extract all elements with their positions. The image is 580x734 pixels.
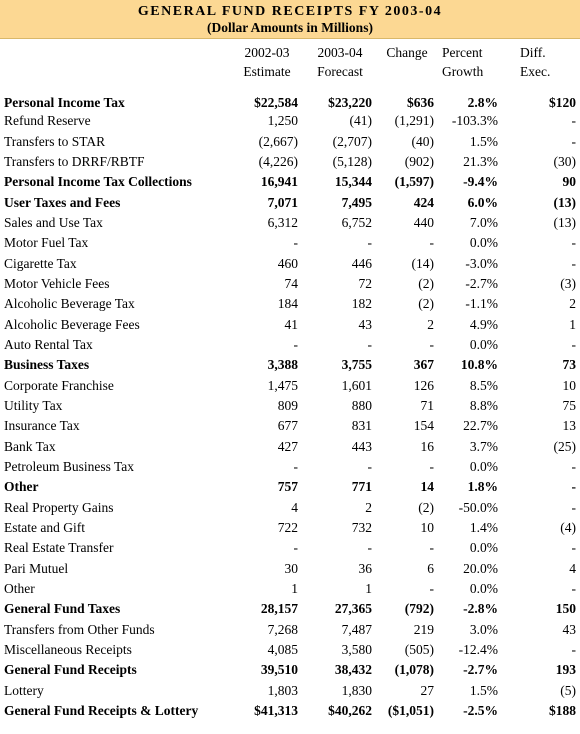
growth-cell: 3.0% <box>469 621 498 637</box>
change-cell: 14 <box>420 479 434 495</box>
change-cell: 16 <box>420 438 434 454</box>
change-cell: (505) <box>404 642 434 658</box>
change-cell: 367 <box>413 357 434 373</box>
diff-cell: - <box>571 642 576 658</box>
growth-cell: 20.0% <box>463 560 498 576</box>
growth-cell: 6.0% <box>467 194 498 210</box>
change-cell: (902) <box>404 153 434 169</box>
forecast-cell: 443 <box>351 438 372 454</box>
growth-cell: 21.3% <box>463 153 498 169</box>
row-label: Real Property Gains <box>4 499 114 515</box>
table-row <box>0 314 580 334</box>
row-label: Personal Income Tax <box>4 95 125 110</box>
title-band <box>0 0 580 39</box>
table-row <box>0 396 580 416</box>
estimate-cell: 184 <box>277 296 298 312</box>
growth-cell: 0.0% <box>469 459 498 475</box>
row-label: Personal Income Tax Collections <box>4 174 192 190</box>
table-row <box>0 538 580 558</box>
table-row <box>0 192 580 212</box>
table-row <box>0 437 580 457</box>
row-label: Corporate Franchise <box>4 377 114 393</box>
estimate-cell: 74 <box>284 275 298 291</box>
diff-cell: 150 <box>555 601 576 617</box>
change-cell: (1,291) <box>394 113 434 129</box>
diff-cell: - <box>571 133 576 149</box>
table-row <box>0 701 580 721</box>
receipts-table <box>0 39 580 721</box>
forecast-cell: 7,495 <box>341 194 372 210</box>
estimate-cell: 39,510 <box>260 662 298 678</box>
row-label: Utility Tax <box>4 397 63 413</box>
forecast-cell: 72 <box>358 275 372 291</box>
change-cell: (2) <box>418 296 434 312</box>
header-blank <box>0 62 232 85</box>
diff-cell: 13 <box>562 418 576 434</box>
diff-cell: - <box>571 479 576 495</box>
growth-cell: -1.1% <box>465 296 498 312</box>
diff-cell: 43 <box>562 621 576 637</box>
change-cell: (1,597) <box>394 174 434 190</box>
forecast-cell: 36 <box>358 560 372 576</box>
row-label: Business Taxes <box>4 357 90 373</box>
growth-cell: 22.7% <box>463 418 498 434</box>
growth-cell: 0.0% <box>469 336 498 352</box>
forecast-cell: - <box>367 235 372 251</box>
diff-cell: - <box>571 255 576 271</box>
diff-cell: 2 <box>569 296 576 312</box>
row-label: Auto Rental Tax <box>4 336 93 352</box>
diff-cell: (13) <box>553 194 576 210</box>
row-label: Bank Tax <box>4 438 56 454</box>
table-row <box>0 233 580 253</box>
growth-cell: -2.7% <box>463 662 498 678</box>
diff-cell: - <box>571 581 576 597</box>
change-cell: 10 <box>420 520 434 536</box>
growth-cell: -103.3% <box>451 113 498 129</box>
document-title: GENERAL FUND RECEIPTS FY 2003-04 <box>137 4 443 19</box>
estimate-cell: 809 <box>277 397 298 413</box>
forecast-cell: - <box>367 540 372 556</box>
header-exec: Exec. <box>520 64 551 79</box>
document-subtitle: (Dollar Amounts in Millions) <box>207 20 373 35</box>
diff-cell: (5) <box>560 682 576 698</box>
estimate-cell: 677 <box>277 418 298 434</box>
header-change-sub <box>378 62 436 85</box>
growth-cell: 1.5% <box>469 133 498 149</box>
table-row <box>0 457 580 477</box>
growth-cell: -12.4% <box>458 642 498 658</box>
forecast-cell: 1,830 <box>341 682 372 698</box>
diff-cell: - <box>571 540 576 556</box>
diff-cell: (13) <box>553 214 576 230</box>
estimate-cell: 757 <box>277 479 298 495</box>
change-cell: $636 <box>407 95 434 110</box>
forecast-cell: 7,487 <box>341 621 372 637</box>
change-cell: 219 <box>413 621 434 637</box>
diff-cell: - <box>571 336 576 352</box>
forecast-cell: 831 <box>351 418 372 434</box>
change-cell: 6 <box>427 560 434 576</box>
change-cell: 2 <box>427 316 434 332</box>
estimate-cell: 460 <box>277 255 298 271</box>
row-label: Refund Reserve <box>4 113 91 129</box>
growth-cell: 2.8% <box>467 95 498 110</box>
forecast-cell: 880 <box>351 397 372 413</box>
row-label: Lottery <box>4 682 44 698</box>
row-label: General Fund Receipts & Lottery <box>4 703 199 719</box>
table-row <box>0 172 580 192</box>
growth-cell: 0.0% <box>469 235 498 251</box>
forecast-cell: 1,601 <box>341 377 372 393</box>
row-label: Estate and Gift <box>4 520 85 536</box>
forecast-cell: 43 <box>358 316 372 332</box>
growth-cell: 8.8% <box>469 397 498 413</box>
forecast-cell: 3,580 <box>341 642 372 658</box>
row-label: Alcoholic Beverage Fees <box>4 316 140 332</box>
table-body <box>0 85 580 721</box>
forecast-cell: 182 <box>351 296 372 312</box>
growth-cell: 1.5% <box>469 682 498 698</box>
header-percent: Percent <box>442 45 483 60</box>
estimate-cell: 4,085 <box>267 642 298 658</box>
change-cell: 154 <box>413 418 434 434</box>
growth-cell: 7.0% <box>469 214 498 230</box>
change-cell: - <box>429 540 434 556</box>
row-label: Transfers to STAR <box>4 133 106 149</box>
row-label: Other <box>4 581 35 597</box>
estimate-cell: 4 <box>291 499 298 515</box>
estimate-cell: 30 <box>284 560 298 576</box>
row-label: Cigarette Tax <box>4 255 77 271</box>
estimate-cell: 41 <box>284 316 298 332</box>
estimate-cell: 28,157 <box>260 601 298 617</box>
table-row <box>0 620 580 640</box>
growth-cell: -9.4% <box>463 174 498 190</box>
estimate-cell: 1,475 <box>267 377 298 393</box>
diff-cell: 10 <box>562 377 576 393</box>
change-cell: - <box>429 581 434 597</box>
change-cell: (40) <box>411 133 434 149</box>
header-forecast-year: 2003-04 <box>317 45 363 60</box>
diff-cell: $188 <box>549 703 576 719</box>
diff-cell: (25) <box>553 438 576 454</box>
change-cell: (792) <box>404 601 434 617</box>
estimate-cell: - <box>293 235 298 251</box>
row-label: Motor Fuel Tax <box>4 235 89 251</box>
header-forecast: Forecast <box>317 64 363 79</box>
estimate-cell: 7,268 <box>267 621 298 637</box>
table-row <box>0 152 580 172</box>
header-growth: Growth <box>442 64 484 79</box>
growth-cell: 10.8% <box>460 357 498 373</box>
header-diff: Diff. <box>520 45 546 60</box>
row-label: Other <box>4 479 39 495</box>
growth-cell: -2.5% <box>463 703 498 719</box>
table-row <box>0 85 580 111</box>
change-cell: - <box>429 336 434 352</box>
row-label: Alcoholic Beverage Tax <box>4 296 135 312</box>
estimate-cell: - <box>293 336 298 352</box>
forecast-cell: 6,752 <box>341 214 372 230</box>
growth-cell: -2.7% <box>465 275 498 291</box>
estimate-cell: (2,667) <box>258 133 298 149</box>
forecast-cell: 38,432 <box>334 662 372 678</box>
table-row <box>0 335 580 355</box>
row-label: Transfers to DRRF/RBTF <box>4 153 145 169</box>
row-label: General Fund Taxes <box>4 601 121 617</box>
change-cell: (1,078) <box>394 662 434 678</box>
table-row <box>0 375 580 395</box>
change-cell: - <box>429 235 434 251</box>
forecast-cell: 15,344 <box>334 174 372 190</box>
growth-cell: 8.5% <box>469 377 498 393</box>
diff-cell: 1 <box>569 316 576 332</box>
row-label: Transfers from Other Funds <box>4 621 155 637</box>
growth-cell: -2.8% <box>463 601 498 617</box>
table-row <box>0 477 580 497</box>
table-row <box>0 660 580 680</box>
diff-cell: (4) <box>560 520 576 536</box>
table-row <box>0 640 580 660</box>
table-row <box>0 131 580 151</box>
table-row <box>0 518 580 538</box>
table-row <box>0 681 580 701</box>
estimate-cell: (4,226) <box>258 153 298 169</box>
table-row <box>0 355 580 375</box>
forecast-cell: 27,365 <box>334 601 372 617</box>
change-cell: 424 <box>413 194 434 210</box>
diff-cell: 75 <box>562 397 576 413</box>
forecast-cell: - <box>367 459 372 475</box>
change-cell: 440 <box>413 214 434 230</box>
forecast-cell: (41) <box>349 113 372 129</box>
growth-cell: 3.7% <box>469 438 498 454</box>
growth-cell: -50.0% <box>458 499 498 515</box>
change-cell: (2) <box>418 499 434 515</box>
estimate-cell: $41,313 <box>254 703 298 719</box>
diff-cell: 73 <box>562 357 576 373</box>
estimate-cell: $22,584 <box>254 95 298 110</box>
change-cell: (2) <box>418 275 434 291</box>
estimate-cell: 16,941 <box>260 174 298 190</box>
row-label: Petroleum Business Tax <box>4 459 135 475</box>
change-cell: 71 <box>420 397 434 413</box>
forecast-cell: (2,707) <box>332 133 372 149</box>
forecast-cell: 1 <box>365 581 372 597</box>
row-label: General Fund Receipts <box>4 662 137 678</box>
growth-cell: -3.0% <box>465 255 498 271</box>
row-label: Sales and Use Tax <box>4 214 103 230</box>
change-cell: - <box>429 459 434 475</box>
estimate-cell: 6,312 <box>267 214 298 230</box>
table-row <box>0 274 580 294</box>
change-cell: 27 <box>420 682 434 698</box>
header-estimate: Estimate <box>243 64 291 79</box>
forecast-cell: $23,220 <box>328 95 372 110</box>
change-cell: 126 <box>413 377 434 393</box>
diff-cell: - <box>571 499 576 515</box>
table-row <box>0 416 580 436</box>
table-row <box>0 498 580 518</box>
estimate-cell: 1,250 <box>267 113 298 129</box>
diff-cell: 4 <box>569 560 576 576</box>
table-row <box>0 559 580 579</box>
estimate-cell: 1 <box>291 581 298 597</box>
row-label: Real Estate Transfer <box>4 540 114 556</box>
diff-cell: - <box>571 235 576 251</box>
row-label: Motor Vehicle Fees <box>4 275 110 291</box>
forecast-cell: - <box>367 336 372 352</box>
growth-cell: 0.0% <box>469 540 498 556</box>
diff-cell: (3) <box>560 275 576 291</box>
estimate-cell: - <box>293 459 298 475</box>
estimate-cell: 1,803 <box>267 682 298 698</box>
diff-cell: $120 <box>549 95 576 110</box>
growth-cell: 4.9% <box>469 316 498 332</box>
table-header <box>0 39 580 85</box>
estimate-cell: 7,071 <box>267 194 298 210</box>
forecast-cell: 732 <box>351 520 372 536</box>
forecast-cell: $40,262 <box>328 703 372 719</box>
estimate-cell: - <box>293 540 298 556</box>
table-row <box>0 599 580 619</box>
row-label: Miscellaneous Receipts <box>4 642 132 658</box>
growth-cell: 0.0% <box>469 581 498 597</box>
estimate-cell: 722 <box>277 520 298 536</box>
header-estimate-year: 2002-03 <box>244 45 290 60</box>
growth-cell: 1.4% <box>469 520 498 536</box>
change-cell: (14) <box>411 255 434 271</box>
diff-cell: (30) <box>553 153 576 169</box>
table-row <box>0 253 580 273</box>
forecast-cell: 2 <box>365 499 372 515</box>
estimate-cell: 3,388 <box>267 357 298 373</box>
row-label: Pari Mutuel <box>4 560 69 576</box>
forecast-cell: (5,128) <box>332 153 372 169</box>
diff-cell: - <box>571 113 576 129</box>
table-row <box>0 213 580 233</box>
table-row <box>0 111 580 131</box>
table-row <box>0 294 580 314</box>
forecast-cell: 3,755 <box>341 357 372 373</box>
estimate-cell: 427 <box>277 438 298 454</box>
header-blank <box>0 39 232 62</box>
diff-cell: 193 <box>555 662 576 678</box>
header-change: Change <box>386 45 428 60</box>
table-row <box>0 579 580 599</box>
forecast-cell: 446 <box>351 255 372 271</box>
diff-cell: - <box>571 459 576 475</box>
row-label: Insurance Tax <box>4 418 80 434</box>
row-label: User Taxes and Fees <box>4 194 121 210</box>
diff-cell: 90 <box>562 174 576 190</box>
change-cell: ($1,051) <box>387 703 434 719</box>
forecast-cell: 771 <box>351 479 372 495</box>
growth-cell: 1.8% <box>467 479 498 495</box>
